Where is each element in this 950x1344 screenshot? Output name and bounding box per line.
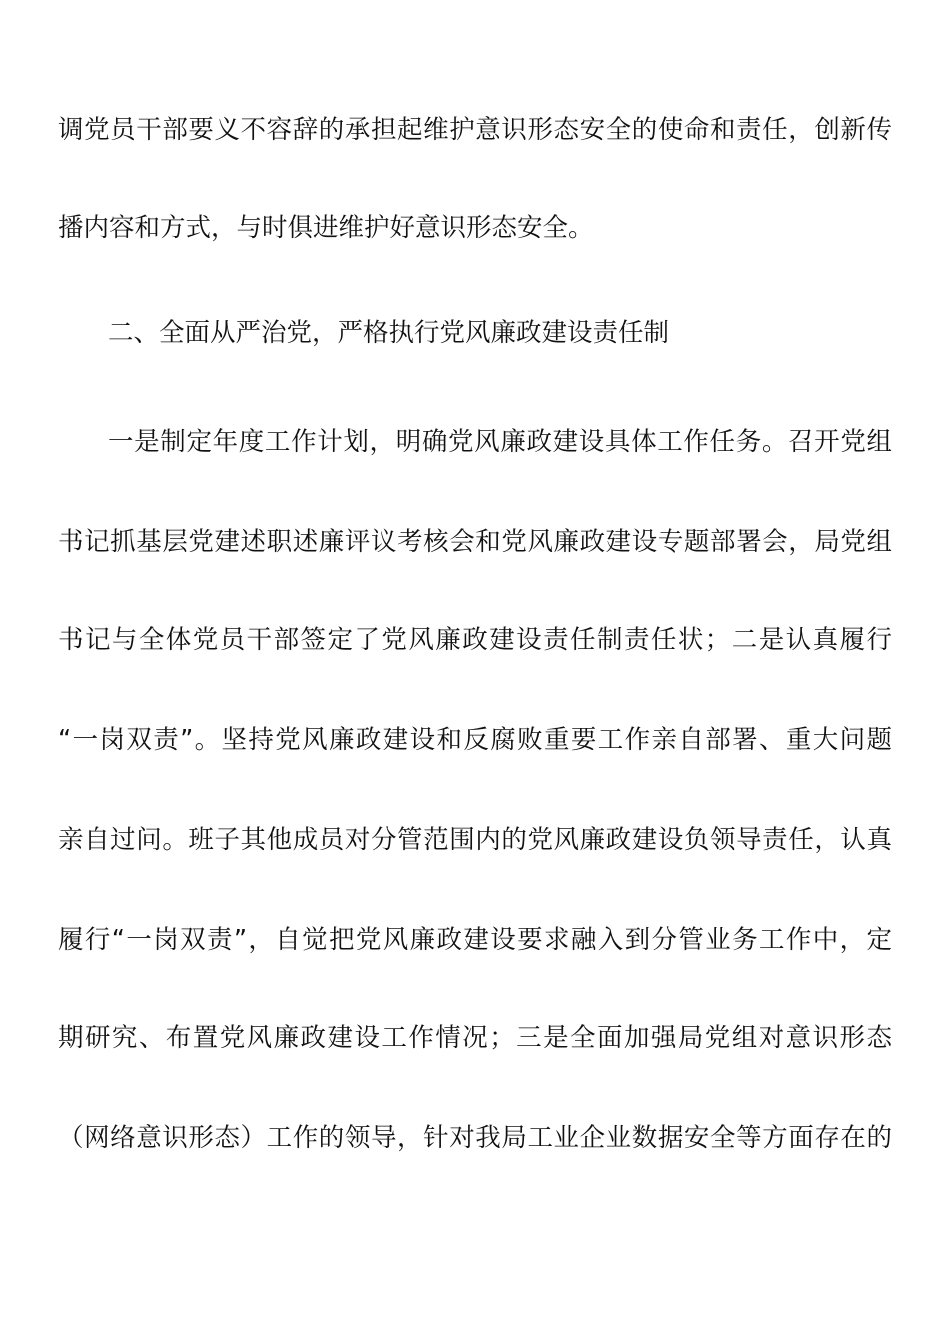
text-line-11: （网络意识形态）工作的领导，针对我局工业企业数据安全等方面存在的 xyxy=(58,1123,892,1153)
text-line-4: 一是制定年度工作计划，明确党风廉政建设具体工作任务。召开党组 xyxy=(108,427,892,457)
text-line-2: 播内容和方式，与时俱进维护好意识形态安全。 xyxy=(58,213,594,243)
section-heading: 二、全面从严治党，严格执行党风廉政建设责任制 xyxy=(108,318,670,348)
text-line-5: 书记抓基层党建述职述廉评议考核会和党风廉政建设专题部署会，局党组 xyxy=(58,527,892,557)
text-line-7: “一岗双责”。坚持党风廉政建设和反腐败重要工作亲自部署、重大问题 xyxy=(58,725,892,755)
text-line-9: 履行“一岗双责”，自觉把党风廉政建设要求融入到分管业务工作中，定 xyxy=(58,925,892,955)
text-line-6: 书记与全体党员干部签定了党风廉政建设责任制责任状；二是认真履行 xyxy=(58,625,892,655)
text-line-10: 期研究、布置党风廉政建设工作情况；三是全面加强局党组对意识形态 xyxy=(58,1023,892,1053)
text-line-1: 调党员干部要义不容辞的承担起维护意识形态安全的使命和责任，创新传 xyxy=(58,115,892,145)
text-line-8: 亲自过问。班子其他成员对分管范围内的党风廉政建设负领导责任，认真 xyxy=(58,825,892,855)
